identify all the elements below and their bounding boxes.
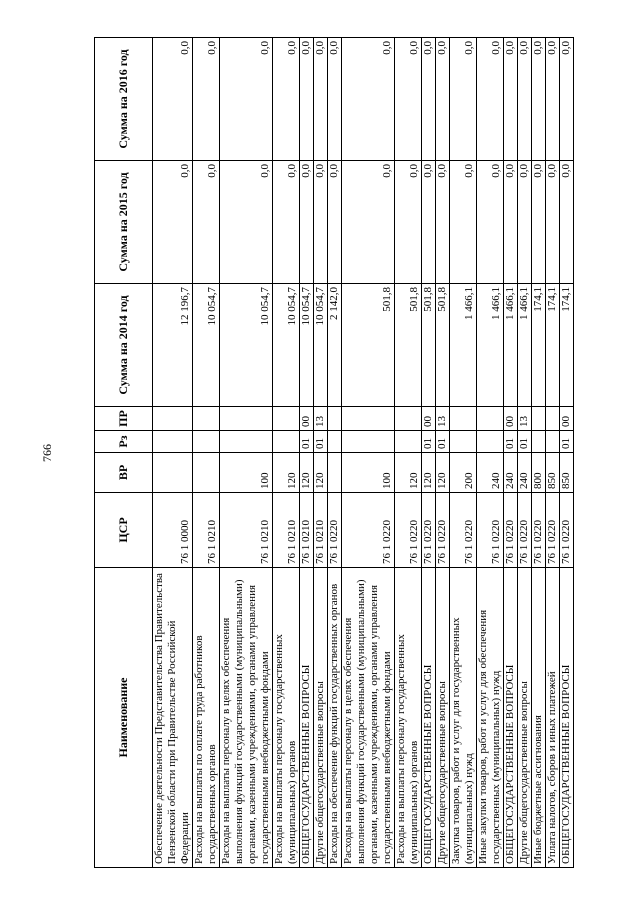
cell-name: Другие общегосударственные вопросы [436, 568, 450, 868]
cell-pr [273, 407, 300, 431]
cell-pr [477, 407, 504, 431]
cell-pr: 13 [436, 407, 450, 431]
cell-name: Закупка товаров, работ и услуг для государственных (муниципальных) нужд [450, 568, 477, 868]
cell-sum-2015: 0,0 [436, 161, 450, 284]
cell-sum-2015: 0,0 [193, 161, 220, 284]
cell-sum-2014: 10 054,7 [193, 284, 220, 407]
cell-sum-2016: 0,0 [436, 38, 450, 161]
cell-sum-2015: 0,0 [504, 161, 518, 284]
cell-sum-2015: 0,0 [328, 161, 342, 284]
cell-sum-2016: 0,0 [546, 38, 560, 161]
cell-name: Расходы на выплаты персоналу в целях обеспечения выполнения функций государственными (муниципальными) органами, казенными учреждениями, органами управления государственными внебюджетными фондами [220, 568, 273, 868]
cell-pr: 00 [300, 407, 314, 431]
cell-csr: 76 1 0220 [342, 493, 395, 568]
cell-vr: 120 [395, 453, 422, 493]
cell-sum-2015: 0,0 [300, 161, 314, 284]
cell-sum-2015: 0,0 [477, 161, 504, 284]
table-row [450, 38, 477, 868]
cell-sum-2014: 1 466,1 [477, 284, 504, 407]
cell-name: Расходы на выплаты по оплате труда работников государственных органов [193, 568, 220, 868]
header-sum-2016: Сумма на 2016 год [95, 38, 153, 161]
cell-sum-2015: 0,0 [422, 161, 436, 284]
cell-vr: 240 [504, 453, 518, 493]
cell-csr: 76 1 0220 [504, 493, 518, 568]
cell-sum-2016: 0,0 [342, 38, 395, 161]
cell-vr: 850 [546, 453, 560, 493]
cell-vr: 800 [532, 453, 546, 493]
cell-sum-2014: 10 054,7 [273, 284, 300, 407]
table-row [314, 38, 328, 868]
cell-rz [532, 431, 546, 453]
cell-sum-2014: 12 196,7 [153, 284, 193, 407]
table-row [273, 38, 300, 868]
cell-name: Иные бюджетные ассигнования [532, 568, 546, 868]
cell-sum-2015: 0,0 [560, 161, 574, 284]
table-row [395, 38, 422, 868]
cell-pr: 00 [560, 407, 574, 431]
cell-sum-2016: 0,0 [532, 38, 546, 161]
cell-rz: 01 [560, 431, 574, 453]
cell-pr [546, 407, 560, 431]
cell-rz: 01 [518, 431, 532, 453]
cell-rz [153, 431, 193, 453]
table-body [153, 38, 574, 868]
cell-sum-2015: 0,0 [220, 161, 273, 284]
cell-sum-2014: 174,1 [546, 284, 560, 407]
cell-sum-2016: 0,0 [314, 38, 328, 161]
cell-name: Расходы на выплаты персоналу государственных (муниципальных) органов [273, 568, 300, 868]
cell-vr: 200 [450, 453, 477, 493]
cell-sum-2016: 0,0 [450, 38, 477, 161]
cell-rz [395, 431, 422, 453]
table-row [518, 38, 532, 868]
cell-rz [477, 431, 504, 453]
cell-pr: 13 [314, 407, 328, 431]
cell-pr [220, 407, 273, 431]
cell-vr: 240 [477, 453, 504, 493]
cell-sum-2015: 0,0 [273, 161, 300, 284]
cell-pr: 00 [504, 407, 518, 431]
cell-csr: 76 1 0210 [273, 493, 300, 568]
cell-name: Расходы на обеспечение функций государственных органов [328, 568, 342, 868]
table-row [560, 38, 574, 868]
cell-name: Другие общегосударственные вопросы [518, 568, 532, 868]
cell-sum-2016: 0,0 [300, 38, 314, 161]
cell-rz: 01 [314, 431, 328, 453]
header-vr: ВР [95, 453, 153, 493]
cell-rz [546, 431, 560, 453]
cell-sum-2014: 174,1 [532, 284, 546, 407]
cell-pr: 13 [518, 407, 532, 431]
cell-name: Расходы на выплаты персоналу в целях обеспечения выполнения функций государственными (муниципальными) органами, казенными учреждениями, органами управления государственными внебюджетными фондами [342, 568, 395, 868]
header-sum-2015: Сумма на 2015 год [95, 161, 153, 284]
cell-sum-2014: 501,8 [342, 284, 395, 407]
header-pr: ПР [95, 407, 153, 431]
cell-pr: 00 [422, 407, 436, 431]
cell-name: ОБЩЕГОСУДАРСТВЕННЫЕ ВОПРОСЫ [560, 568, 574, 868]
cell-rz [328, 431, 342, 453]
cell-csr: 76 1 0210 [193, 493, 220, 568]
cell-vr: 120 [436, 453, 450, 493]
cell-sum-2016: 0,0 [422, 38, 436, 161]
table-row [532, 38, 546, 868]
cell-sum-2014: 1 466,1 [450, 284, 477, 407]
cell-csr: 76 1 0210 [220, 493, 273, 568]
cell-pr [328, 407, 342, 431]
cell-sum-2015: 0,0 [518, 161, 532, 284]
cell-name: Другие общегосударственные вопросы [314, 568, 328, 868]
page-number: 766 [40, 444, 54, 462]
cell-sum-2015: 0,0 [153, 161, 193, 284]
cell-csr: 76 1 0220 [518, 493, 532, 568]
table-row [422, 38, 436, 868]
cell-vr: 100 [342, 453, 395, 493]
cell-sum-2016: 0,0 [477, 38, 504, 161]
table-row [546, 38, 560, 868]
cell-sum-2016: 0,0 [518, 38, 532, 161]
cell-rz [193, 431, 220, 453]
header-sum-2014: Сумма на 2014 год [95, 284, 153, 407]
table-row [328, 38, 342, 868]
cell-rz: 01 [300, 431, 314, 453]
table-row [436, 38, 450, 868]
cell-vr: 120 [300, 453, 314, 493]
cell-sum-2016: 0,0 [328, 38, 342, 161]
cell-sum-2016: 0,0 [504, 38, 518, 161]
cell-name: Иные закупки товаров, работ и услуг для обеспечения государственных (муниципальных) нужд [477, 568, 504, 868]
cell-sum-2014: 501,8 [436, 284, 450, 407]
cell-sum-2015: 0,0 [546, 161, 560, 284]
cell-sum-2015: 0,0 [532, 161, 546, 284]
cell-pr [193, 407, 220, 431]
cell-sum-2014: 10 054,7 [314, 284, 328, 407]
cell-csr: 76 1 0000 [153, 493, 193, 568]
cell-vr [193, 453, 220, 493]
cell-vr: 850 [560, 453, 574, 493]
cell-sum-2014: 1 466,1 [518, 284, 532, 407]
cell-sum-2015: 0,0 [395, 161, 422, 284]
cell-vr: 120 [314, 453, 328, 493]
cell-sum-2014: 501,8 [395, 284, 422, 407]
cell-rz [220, 431, 273, 453]
cell-sum-2016: 0,0 [220, 38, 273, 161]
cell-pr [450, 407, 477, 431]
table-row [342, 38, 395, 868]
cell-vr: 120 [422, 453, 436, 493]
cell-csr: 76 1 0220 [532, 493, 546, 568]
cell-vr: 240 [518, 453, 532, 493]
cell-csr: 76 1 0210 [300, 493, 314, 568]
cell-csr: 76 1 0220 [328, 493, 342, 568]
cell-rz [342, 431, 395, 453]
cell-rz: 01 [422, 431, 436, 453]
cell-csr: 76 1 0220 [477, 493, 504, 568]
cell-name: ОБЩЕГОСУДАРСТВЕННЫЕ ВОПРОСЫ [300, 568, 314, 868]
cell-csr: 76 1 0220 [395, 493, 422, 568]
cell-rz: 01 [436, 431, 450, 453]
cell-csr: 76 1 0220 [450, 493, 477, 568]
table-row [220, 38, 273, 868]
cell-rz [450, 431, 477, 453]
cell-csr: 76 1 0220 [422, 493, 436, 568]
cell-sum-2014: 10 054,7 [300, 284, 314, 407]
cell-csr: 76 1 0220 [560, 493, 574, 568]
cell-pr [342, 407, 395, 431]
cell-rz [273, 431, 300, 453]
cell-sum-2015: 0,0 [314, 161, 328, 284]
cell-sum-2014: 2 142,0 [328, 284, 342, 407]
cell-vr: 120 [273, 453, 300, 493]
cell-sum-2015: 0,0 [450, 161, 477, 284]
cell-pr [153, 407, 193, 431]
cell-sum-2015: 0,0 [342, 161, 395, 284]
cell-sum-2014: 10 054,7 [220, 284, 273, 407]
cell-sum-2014: 174,1 [560, 284, 574, 407]
table-row [477, 38, 504, 868]
cell-name: Расходы на выплаты персоналу государственных (муниципальных) органов [395, 568, 422, 868]
table-row [504, 38, 518, 868]
cell-name: ОБЩЕГОСУДАРСТВЕННЫЕ ВОПРОСЫ [422, 568, 436, 868]
cell-sum-2016: 0,0 [153, 38, 193, 161]
cell-vr [153, 453, 193, 493]
header-rz: Рз [95, 431, 153, 453]
cell-sum-2016: 0,0 [560, 38, 574, 161]
cell-csr: 76 1 0210 [314, 493, 328, 568]
cell-pr [395, 407, 422, 431]
cell-sum-2016: 0,0 [193, 38, 220, 161]
cell-name: ОБЩЕГОСУДАРСТВЕННЫЕ ВОПРОСЫ [504, 568, 518, 868]
header-csr: ЦСР [95, 493, 153, 568]
cell-name: Уплата налогов, сборов и иных платежей [546, 568, 560, 868]
cell-sum-2016: 0,0 [273, 38, 300, 161]
cell-vr [328, 453, 342, 493]
table-row [153, 38, 193, 868]
table-header [95, 38, 153, 868]
table-row [300, 38, 314, 868]
rotated-page-content [94, 38, 572, 868]
budget-table [94, 37, 574, 868]
cell-sum-2014: 501,8 [422, 284, 436, 407]
cell-name: Обеспечение деятельности Представительства Правительства Пензенской области при Правительстве Российской Федерации [153, 568, 193, 868]
cell-pr [532, 407, 546, 431]
cell-rz: 01 [504, 431, 518, 453]
table-row [193, 38, 220, 868]
cell-vr: 100 [220, 453, 273, 493]
cell-sum-2014: 1 466,1 [504, 284, 518, 407]
cell-sum-2016: 0,0 [395, 38, 422, 161]
cell-csr: 76 1 0220 [436, 493, 450, 568]
header-name: Наименование [95, 568, 153, 868]
cell-csr: 76 1 0220 [546, 493, 560, 568]
